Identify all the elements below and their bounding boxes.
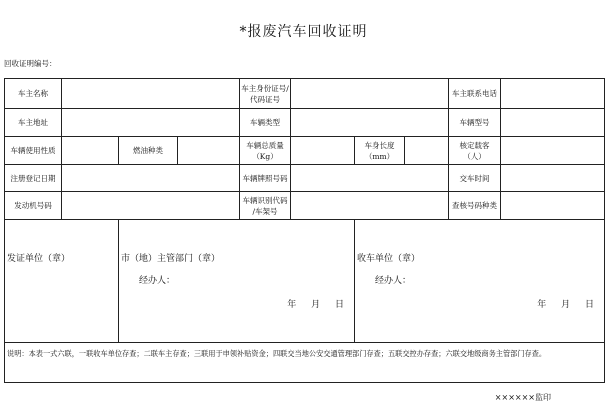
total-mass-value[interactable] [291,137,355,165]
vehicle-type-value[interactable] [291,109,449,137]
vehicle-model-value[interactable] [501,109,605,137]
vin-value[interactable] [291,192,449,220]
fuel-type-label: 燃油种类 [119,137,178,165]
certificate-number-label: 回收证明编号： [4,59,57,68]
authority-date: 年 月 日 [287,300,345,310]
handover-time-value[interactable] [501,165,605,192]
recycler-handler-label: 经办人： [375,276,412,286]
plate-no-label: 车辆牌照号码 [240,165,291,192]
engine-no-label: 发动机号码 [5,192,62,220]
authority-sign-cell[interactable] [119,220,355,343]
recycler-label: 收车单位（章） [357,254,421,264]
issuer-sign-cell[interactable] [5,220,119,343]
authority-label: 市（地）主管部门（章） [121,254,221,264]
handover-time-label: 交车时间 [449,165,501,192]
owner-name-label: 车主名称 [5,79,62,109]
plate-type-label: 查核号码种类 [449,192,501,220]
footer-seal: ××××××监印 [494,393,551,402]
recycler-date: 年 月 日 [537,300,595,310]
body-length-value[interactable] [405,137,449,165]
certificate-form [4,78,605,383]
use-nature-value[interactable] [62,137,119,165]
reg-date-label: 注册登记日期 [5,165,62,192]
passengers-value[interactable] [501,137,605,165]
plate-no-value[interactable] [291,165,449,192]
owner-phone-value[interactable] [501,79,605,109]
vin-label: 车辆识别代码 /车架号 [240,192,291,220]
owner-id-value[interactable] [291,79,449,109]
note-text: 说明：本表一式六联，一联收车单位存查；二联车主存查；三联用于申领补贴资金；四联交当地公安交通管理部门存查；五联交控办存查；六联交地级商务主管部门存查。 [5,343,605,383]
owner-phone-label: 车主联系电话 [449,79,501,109]
engine-no-value[interactable] [62,192,240,220]
fuel-type-value[interactable] [178,137,240,165]
vehicle-model-label: 车辆型号 [449,109,501,137]
page-title: *报废汽车回收证明 [239,24,368,40]
issuer-label: 发证单位（章） [7,254,71,264]
owner-address-value[interactable] [62,109,240,137]
authority-handler-label: 经办人： [139,276,176,286]
recycler-sign-cell[interactable] [355,220,605,343]
owner-name-value[interactable] [62,79,240,109]
body-length-label: 车身长度 （mm） [355,137,405,165]
owner-address-label: 车主地址 [5,109,62,137]
vehicle-type-label: 车辆类型 [240,109,291,137]
owner-id-label: 车主身份证号/代码证号 [240,79,291,109]
plate-type-value[interactable] [501,192,605,220]
total-mass-label: 车辆总质量 （Kg） [240,137,291,165]
reg-date-value[interactable] [62,165,240,192]
passengers-label: 核定载客 （人） [449,137,501,165]
use-nature-label: 车辆使用性质 [5,137,62,165]
